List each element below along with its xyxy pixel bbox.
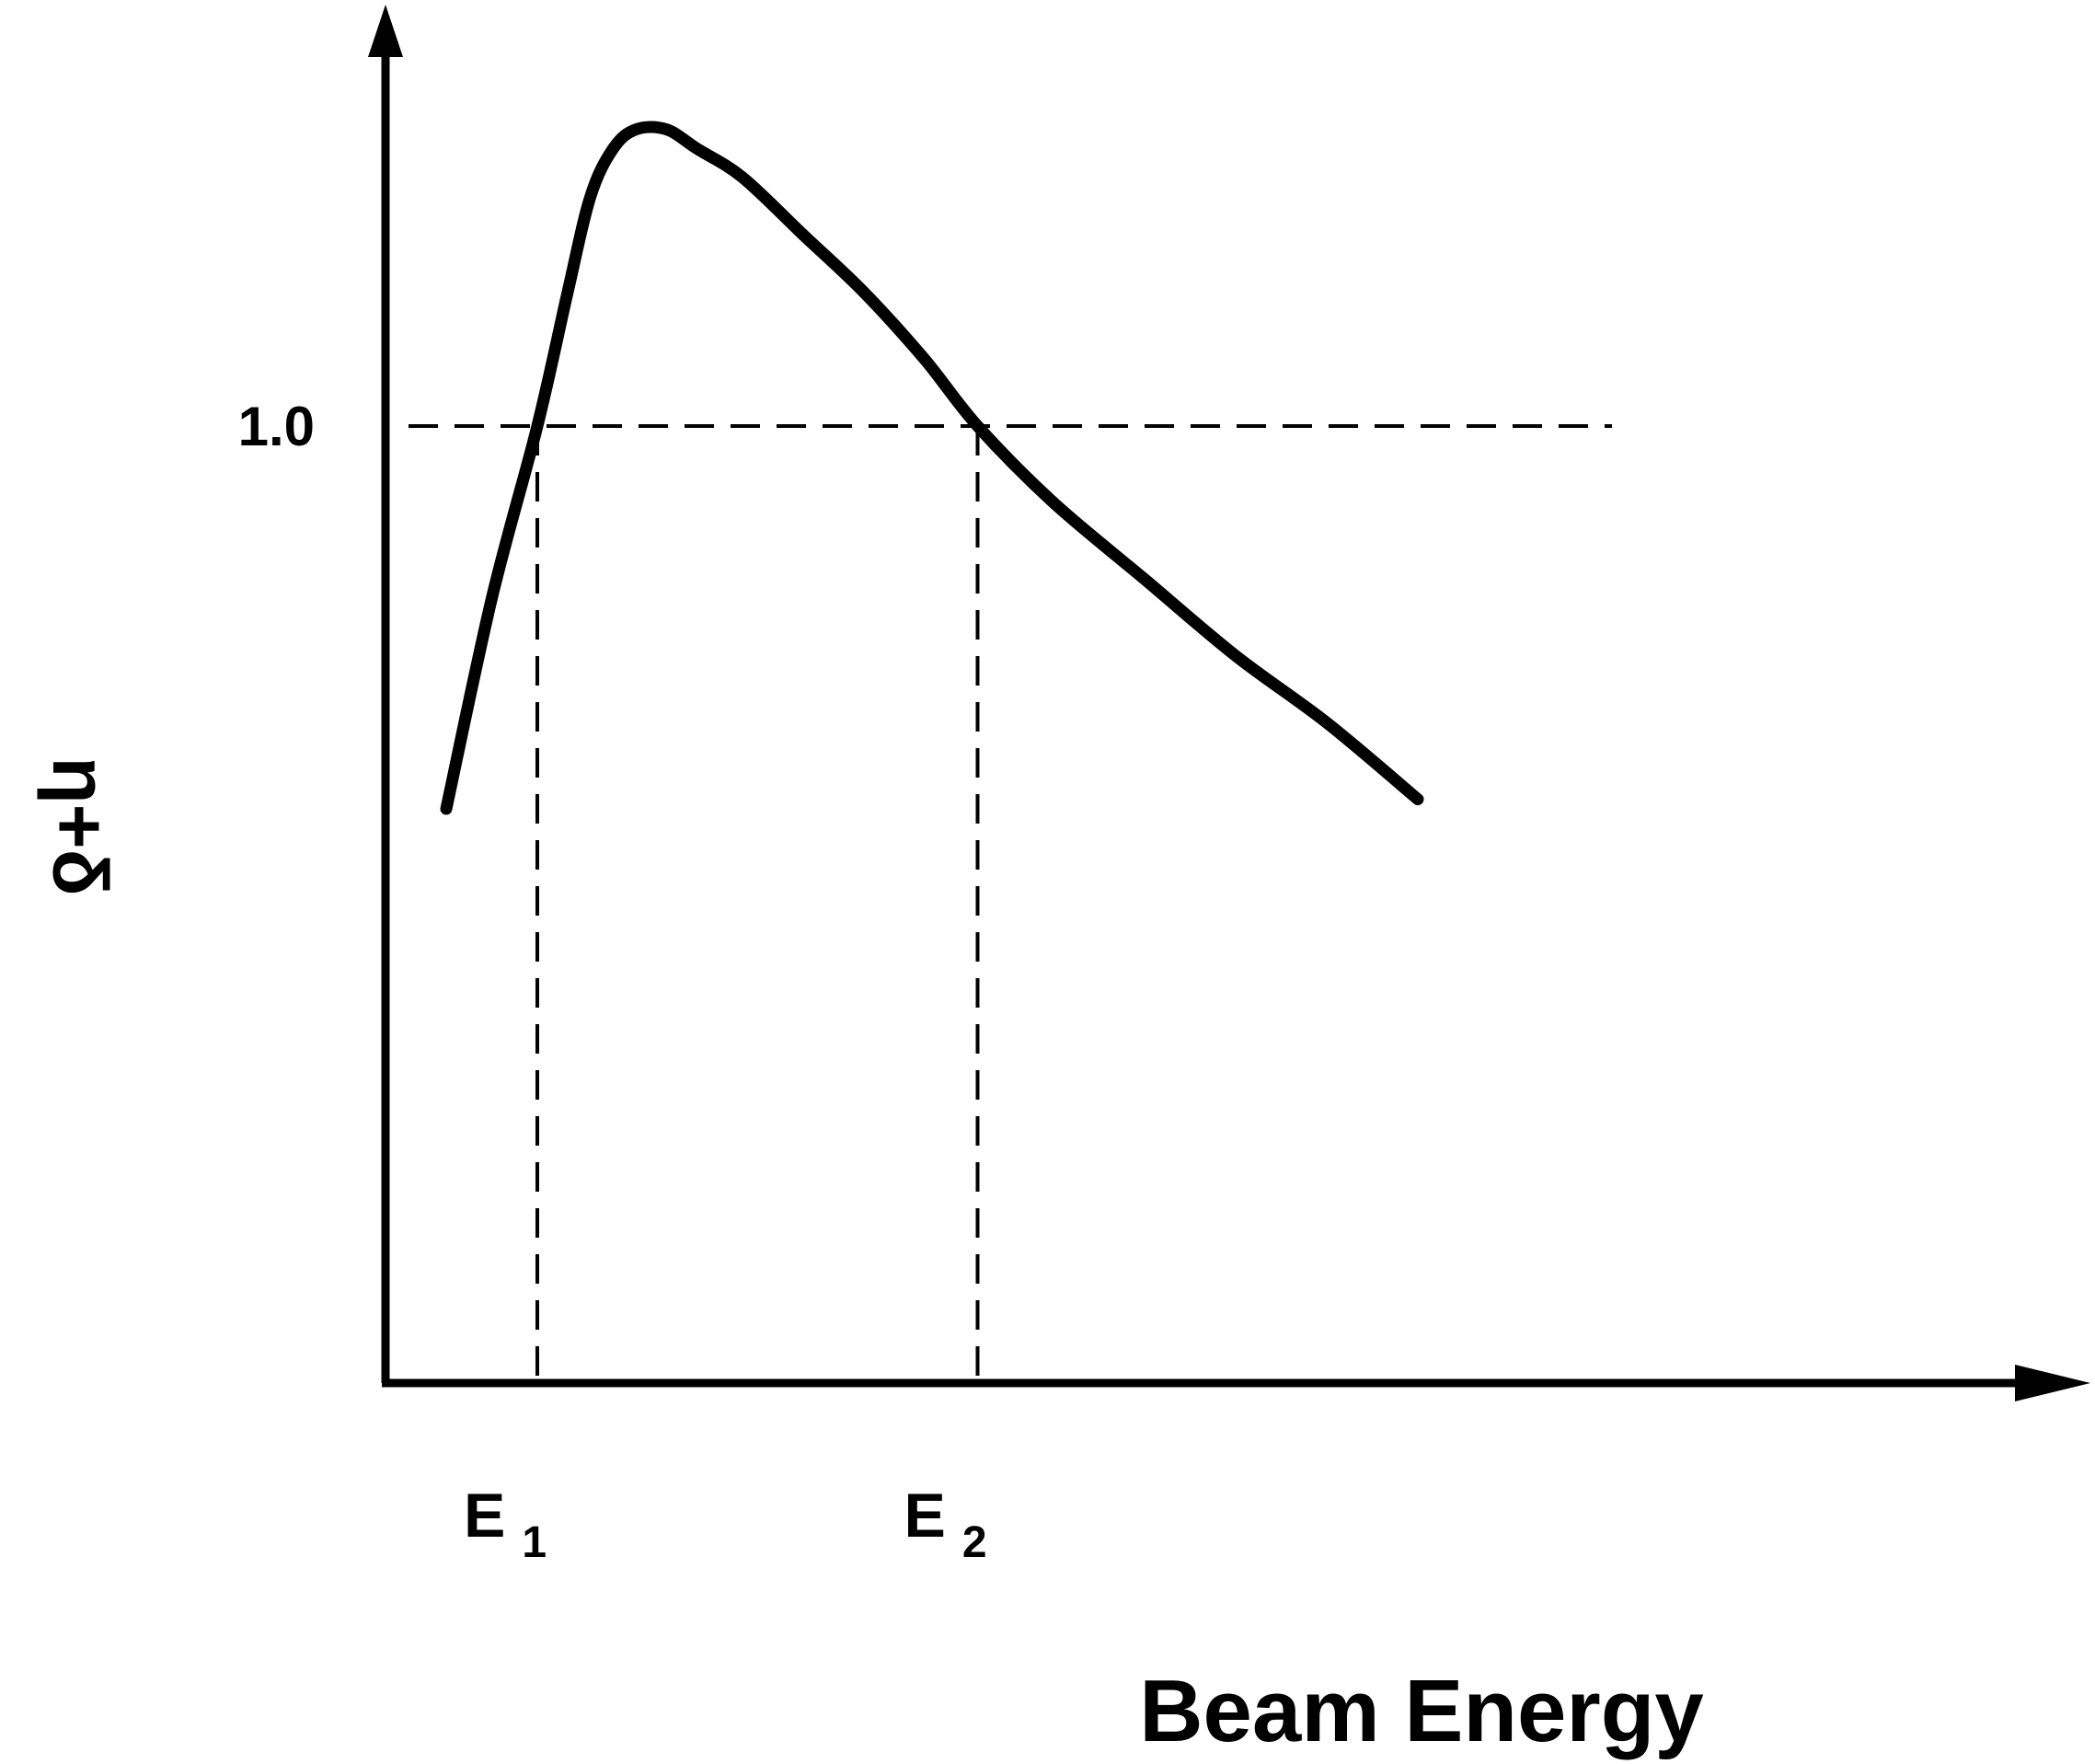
- e2-base: E: [904, 1481, 946, 1551]
- e2-subscript: 2: [961, 1518, 987, 1567]
- e1-base: E: [464, 1481, 506, 1551]
- y-tick-label-1: 1.0: [237, 396, 315, 457]
- x-axis-title: Beam Energy: [1139, 1662, 1704, 1760]
- x-marker-label-e1: [464, 1481, 547, 1567]
- e1-subscript: 1: [522, 1518, 547, 1567]
- x-axis-arrowhead: [2015, 1365, 2090, 1401]
- x-marker-label-e2: [904, 1481, 987, 1567]
- series-line-eta-delta: [446, 127, 1418, 809]
- y-axis-title: η+δ: [37, 756, 123, 896]
- y-axis-arrowhead: [368, 5, 403, 57]
